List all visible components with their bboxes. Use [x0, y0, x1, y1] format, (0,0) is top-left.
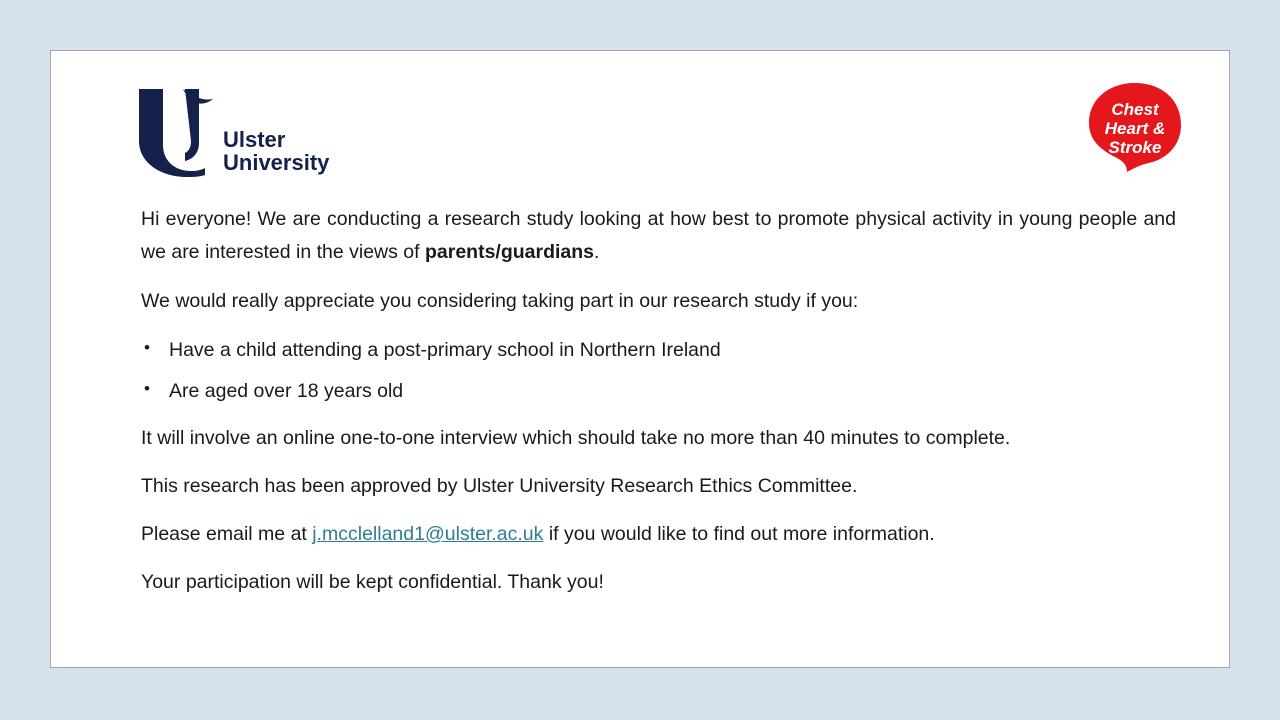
intro-text-end: . [594, 241, 600, 264]
confidentiality-paragraph: Your participation will be kept confidential. Thank you! [141, 571, 604, 594]
contact-suffix: if you would like to find out more information. [543, 522, 935, 545]
ulster-university-logo [137, 87, 367, 177]
appreciate-paragraph: We would really appreciate you considering taking part in our research study if you: [141, 290, 859, 313]
chest-heart-stroke-logo [1087, 81, 1183, 173]
intro-paragraph [141, 203, 1176, 269]
contact-prefix: Please email me at [141, 522, 313, 545]
ethics-approval-paragraph: This research has been approved by Ulster University Research Ethics Committee. [141, 474, 858, 497]
chs-logo-line1: Chest [1111, 100, 1159, 119]
ulster-logo-line2: University [223, 150, 330, 175]
email-link[interactable]: j.mcclelland1@ulster.ac.uk [312, 522, 544, 545]
list-item: • Have a child attending a post-primary school in Northern Ireland [141, 333, 1176, 367]
involve-paragraph: It will involve an online one-to-one interview which should take no more than 40 minutes to complete. [141, 426, 1011, 449]
intro-text-bold: parents/guardians [424, 241, 595, 264]
list-item: • Are aged over 18 years old [141, 374, 1176, 408]
slide-body [141, 203, 1176, 614]
contact-paragraph [141, 518, 1176, 551]
intro-text-part1: Hi everyone! We are conducting a research study looking at how best to promote physical activity in young people and we are interested in the views of [141, 208, 1176, 264]
chs-logo-line2: Heart & [1104, 119, 1166, 138]
ulster-logo-line1: Ulster [223, 127, 286, 152]
eligibility-list [141, 333, 1176, 407]
slide-page [50, 50, 1230, 668]
chs-logo-line3: Stroke [1108, 138, 1162, 157]
